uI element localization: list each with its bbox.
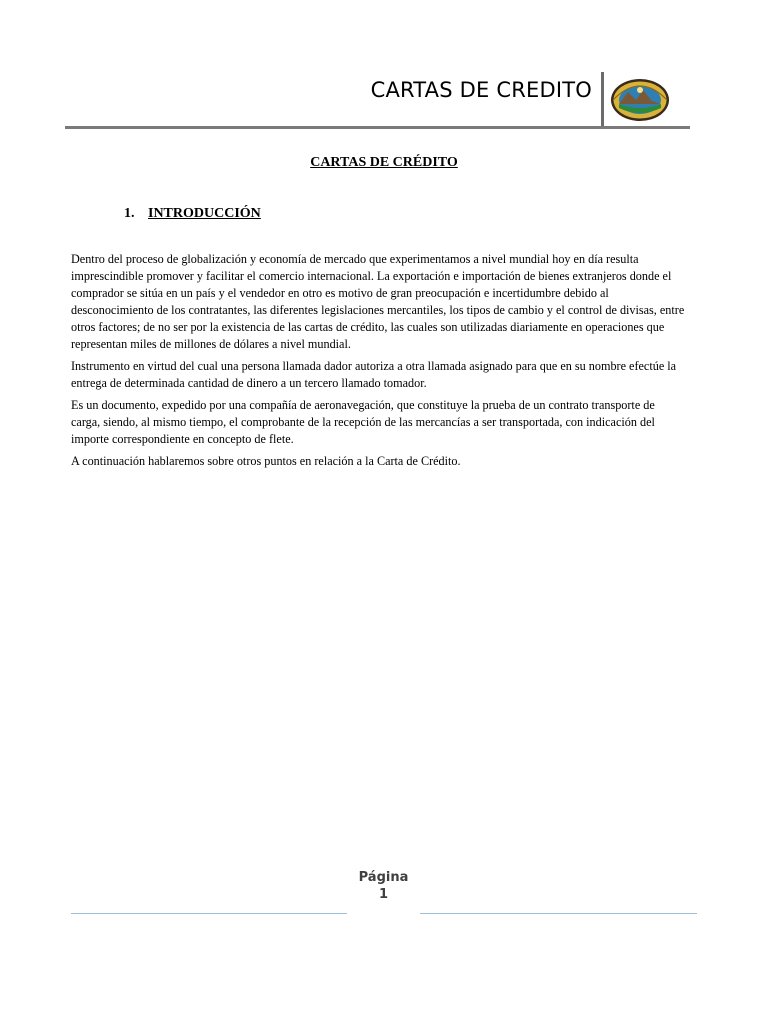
document-body bbox=[71, 251, 686, 475]
footer-rule-right bbox=[420, 913, 697, 914]
paragraph: A continuación hablaremos sobre otros puntos en relación a la Carta de Crédito. bbox=[71, 454, 461, 468]
section-title: INTRODUCCIÓN bbox=[148, 206, 261, 221]
paragraph: Es un documento, expedido por una compañía de aeronavegación, que constituye la prueba de un contrato transporte de carga, siendo, al mismo tiempo, el comprobante de la recepción de las mercancías a ser transportada, con indicación del importe correspondiente en concepto de flete. bbox=[71, 398, 655, 446]
section-number: 1. bbox=[124, 206, 135, 221]
page-number-footer bbox=[347, 869, 420, 903]
section-heading bbox=[124, 206, 261, 222]
institution-seal-icon bbox=[610, 78, 670, 122]
page-number: 1 bbox=[378, 887, 389, 902]
footer-rule-left bbox=[71, 913, 347, 914]
header-title: CARTAS DE CREDITO bbox=[370, 78, 592, 102]
page-label: Página bbox=[358, 870, 409, 885]
document-title: CARTAS DE CRÉDITO bbox=[310, 155, 458, 170]
header-divider-vertical bbox=[601, 72, 604, 128]
paragraph: Dentro del proceso de globalización y economía de mercado que experimentamos a nivel mundial hoy en día resulta imprescindible promover y facilitar el comercio internacional. La exportación e importación de bienes extranjeros donde el comprador se sitúa en un país y el vendedor en otro es motivo de gran preocupación e incertidumbre debido al desconocimiento de los contratantes, las diferentes legislaciones mercantiles, los tipos de cambio y el control de divisas, entre otros factores; de no ser por la existencia de las cartas de crédito, las cuales son utilizadas diariamente en operaciones que representan miles de millones de dólares a nivel mundial. bbox=[71, 252, 685, 351]
header-rule bbox=[65, 126, 690, 129]
paragraph: Instrumento en virtud del cual una persona llamada dador autoriza a otra llamada asignado para que en su nombre efectúe la entrega de determinada cantidad de dinero a un tercero llamado tomador. bbox=[71, 359, 677, 390]
